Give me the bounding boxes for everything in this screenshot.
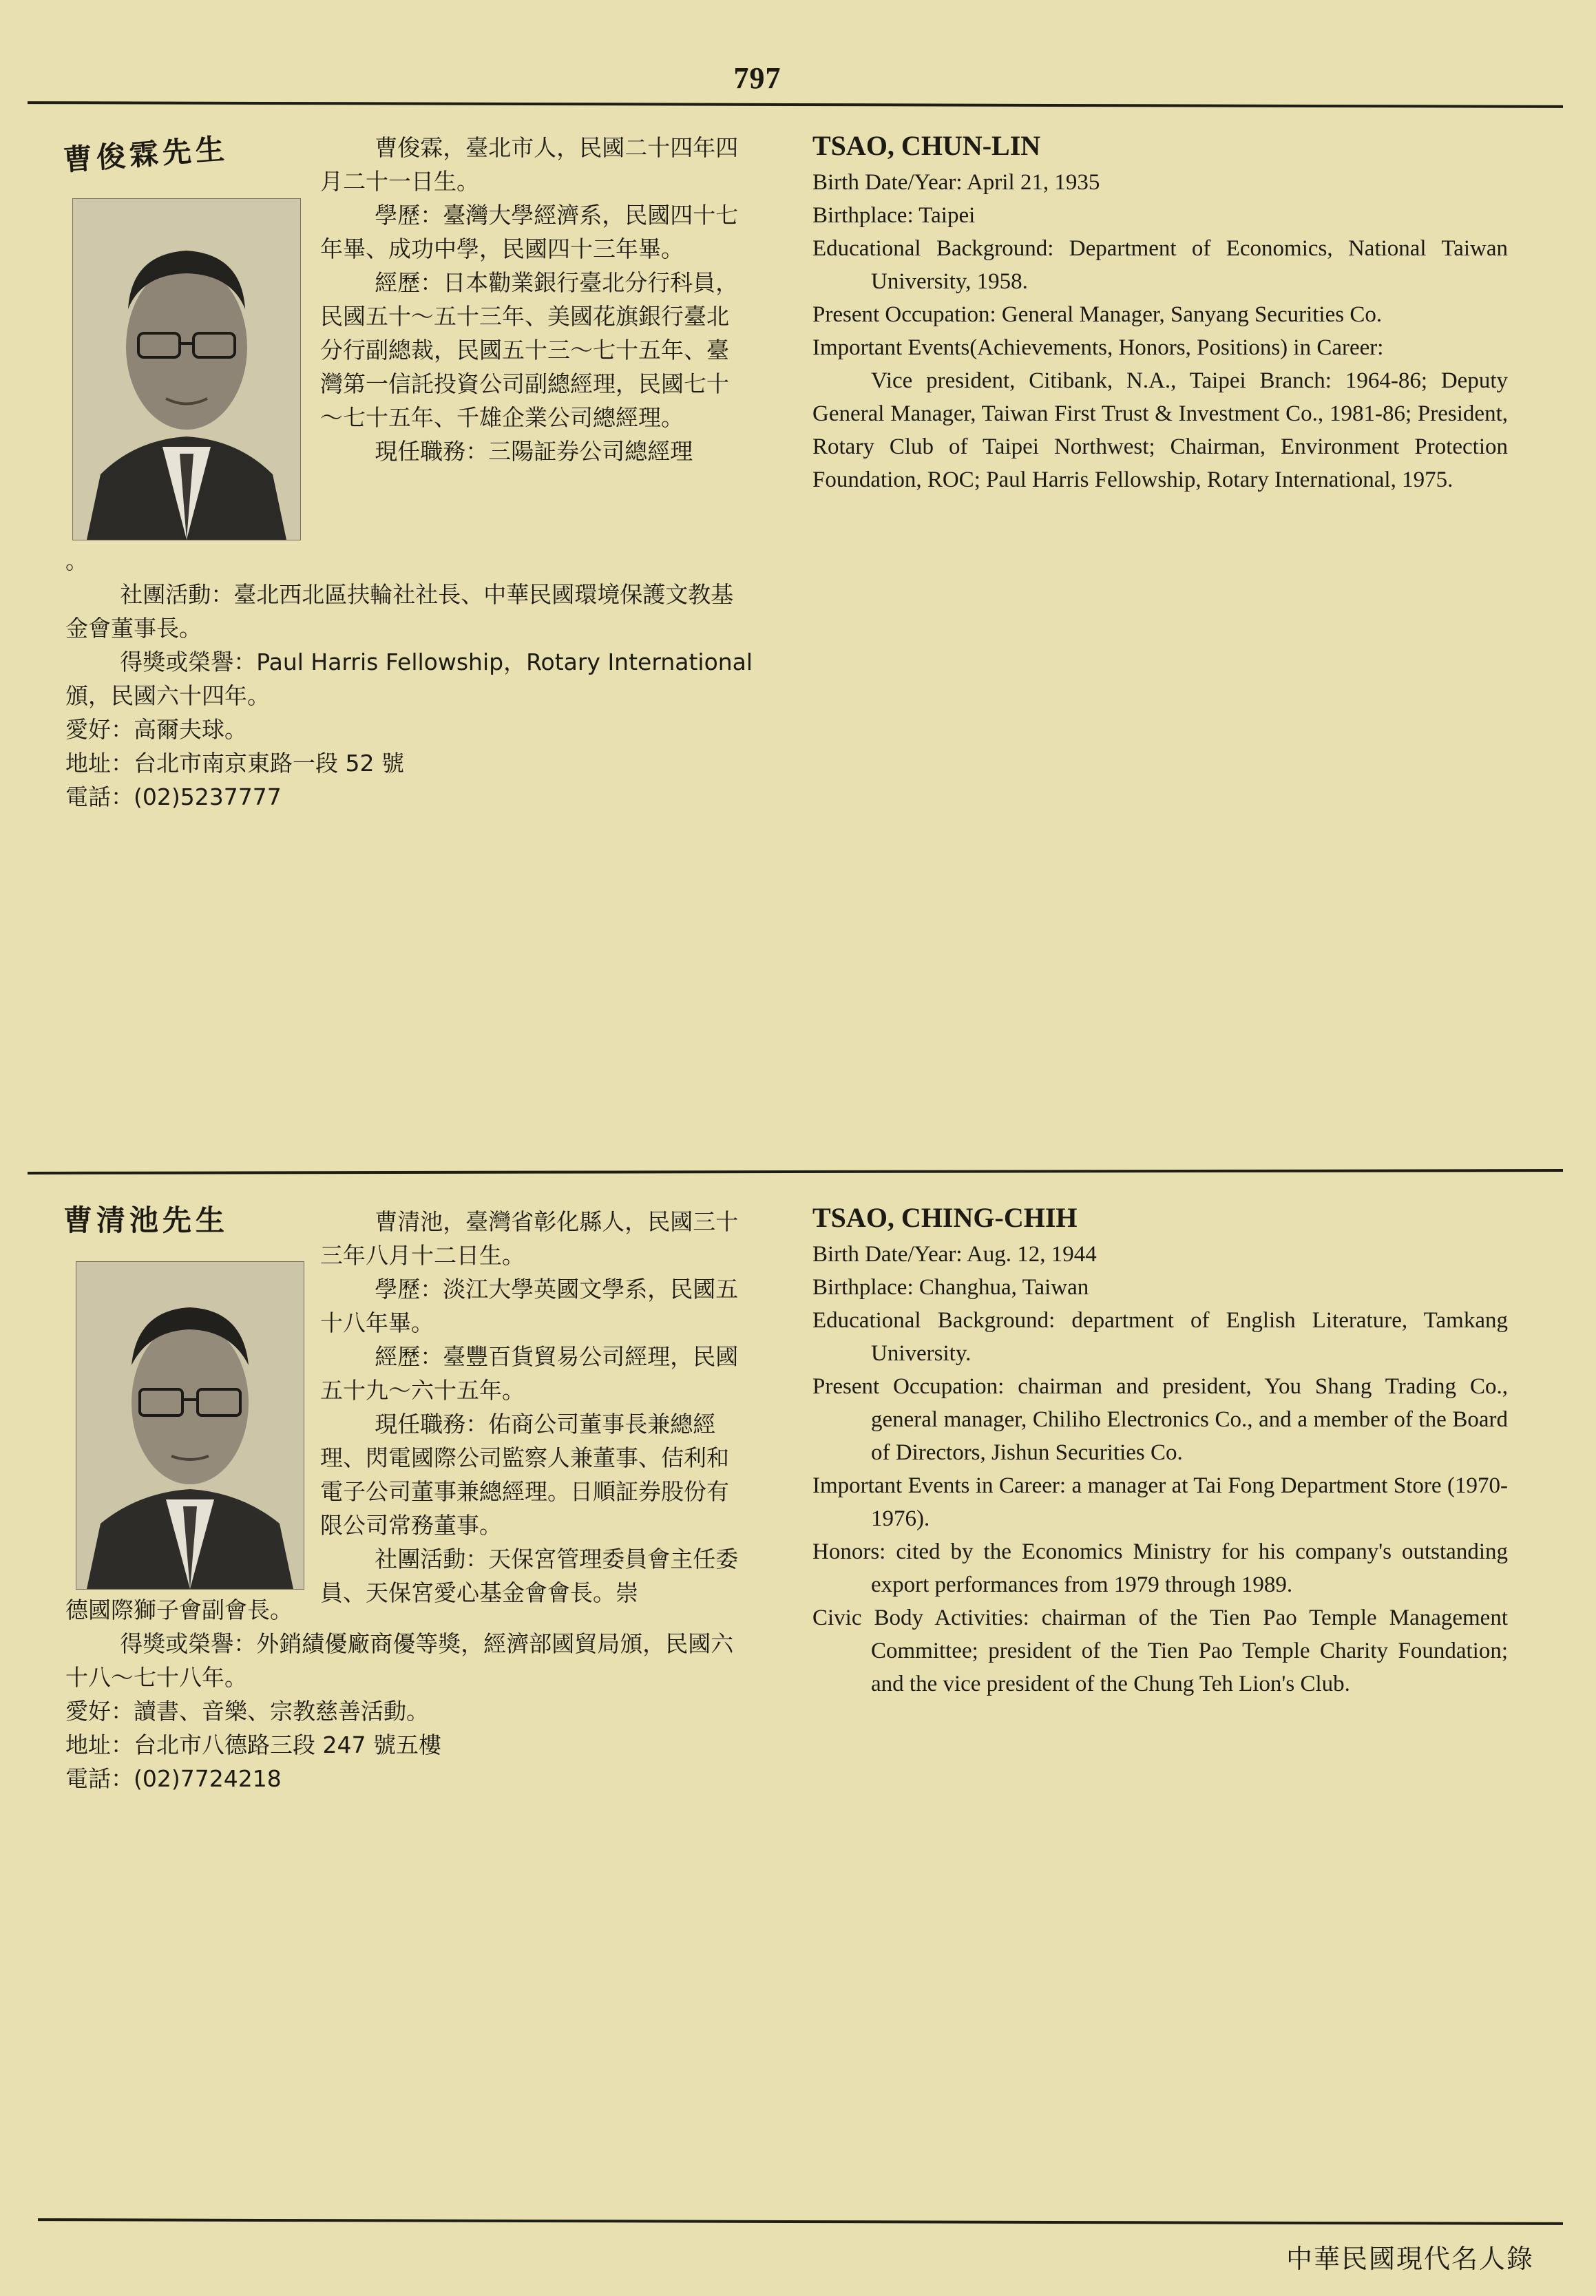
en-civic-activities: Civic Body Activities: chairman of the Tien Pao Temple Management Committee; president of the Tien Pao Temple Charity Foundation; and the vice president of the Chung Teh Lion's Club. [812, 1605, 1508, 1696]
zh-civic-activities: 社團活動：天保宮管理委員會主任委員、天保宮愛心基金會會長。崇 [320, 1546, 739, 1606]
zh-education: 學歷：淡江大學英國文學系，民國五十八年畢。 [320, 1276, 739, 1336]
zh-experience: 經歷：臺豐百貨貿易公司經理，民國五十九～六十五年。 [320, 1343, 739, 1404]
zh-current-position: 現任職務：三陽証券公司總經理 [375, 438, 693, 465]
en-birth-date: Birth Date/Year: Aug. 12, 1944 [812, 1242, 1097, 1267]
en-events-paragraph: Vice president, Citibank, N.A., Taipei Branch: 1964-86; Deputy General Manager, Taiwan First Trust & Investment Co., 1981-86; President, Rotary Club of Taipei Northwest; Chairman, Environment Protection Foundation, ROC; Paul Harris Fellowship, Rotary International, 1975. [812, 368, 1508, 492]
biography-entry-tsao-ching-chih [0, 1179, 1596, 2211]
zh-education: 學歷：臺灣大學經濟系，民國四十七年畢、成功中學，民國四十三年畢。 [320, 202, 739, 262]
en-honors: Honors: cited by the Economics Ministry for his company's outstanding export performances from 1979 through 1989. [812, 1539, 1508, 1597]
en-education: Educational Background: Department of Economics, National Taiwan University, 1958. [812, 236, 1508, 294]
middle-rule [28, 1169, 1563, 1175]
zh-civic-activities: 社團活動：臺北西北區扶輪社社長、中華民國環境保護文教基金會董事長。 [65, 581, 734, 642]
en-career-events: Important Events in Career: a manager at Tai Fong Department Store (1970-1976). [812, 1473, 1508, 1531]
chinese-name: 曹俊霖先生 [62, 131, 230, 177]
english-name: TSAO, CHUN-LIN [812, 130, 1041, 161]
chinese-biography-upper [320, 1205, 747, 1610]
en-occupation: Present Occupation: General Manager, Sanyang Securities Co. [812, 302, 1383, 327]
page-number: 797 [733, 61, 781, 95]
zh-phone: 電話：(02)5237777 [65, 783, 282, 810]
portrait-photo [76, 1261, 304, 1590]
chinese-name: 曹清池先生 [63, 1203, 229, 1237]
zh-address: 地址：台北市八德路三段 247 號五樓 [65, 1731, 441, 1758]
zh-continuation: 德國際獅子會副會長。 [65, 1597, 293, 1623]
portrait-photo [72, 198, 301, 540]
en-education: Educational Background: department of English Literature, Tamkang University. [812, 1308, 1508, 1366]
chinese-biography-lower [65, 544, 754, 814]
chinese-biography-lower [65, 1593, 754, 1795]
en-birthplace: Birthplace: Changhua, Taiwan [812, 1275, 1089, 1300]
zh-phone: 電話：(02)7724218 [65, 1765, 282, 1792]
book-title-footer: 中華民國現代名人錄 [1285, 2244, 1534, 2274]
zh-intro: 曹清池，臺灣省彰化縣人，民國三十三年八月十二日生。 [320, 1208, 739, 1269]
english-biography [812, 129, 1508, 496]
zh-hobbies: 愛好：讀書、音樂、宗教慈善活動。 [65, 1698, 429, 1725]
zh-current-position: 現任職務：佑商公司董事長兼總經理、閃電國際公司監察人兼董事、佶利和電子公司董事兼總經理。日順証券股份有限公司常務董事。 [320, 1411, 729, 1539]
chinese-biography-upper [320, 131, 747, 468]
zh-continuation: 。 [65, 547, 88, 574]
zh-experience: 經歷：日本勸業銀行臺北分行科員，民國五十～五十三年、美國花旗銀行臺北分行副總裁，民國五十三～七十五年、臺灣第一信託投資公司副總經理，民國七十～七十五年、千雄企業公司總經理。 [320, 269, 739, 431]
english-name: TSAO, CHING-CHIH [812, 1202, 1078, 1233]
biography-entry-tsao-chun-lin [0, 110, 1596, 1157]
zh-address: 地址：台北市南京東路一段 52 號 [65, 750, 404, 777]
en-occupation: Present Occupation: chairman and president, You Shang Trading Co., general manager, Chiliho Electronics Co., and a member of the Board of Directors, Jishun Securities Co. [812, 1374, 1508, 1465]
zh-intro: 曹俊霖，臺北市人，民國二十四年四月二十一日生。 [320, 134, 739, 195]
top-rule [28, 101, 1563, 108]
en-birthplace: Birthplace: Taipei [812, 203, 976, 228]
bottom-rule [38, 2218, 1563, 2225]
english-biography [812, 1201, 1508, 1700]
en-events-heading: Important Events(Achievements, Honors, Positions) in Career: [812, 335, 1384, 360]
zh-honors: 得獎或榮譽：外銷績優廠商優等獎，經濟部國貿局頒，民國六十八～七十八年。 [65, 1630, 734, 1691]
zh-honors: 得獎或榮譽：Paul Harris Fellowship，Rotary International頒，民國六十四年。 [65, 649, 753, 709]
zh-hobbies: 愛好：高爾夫球。 [65, 716, 247, 743]
en-birth-date: Birth Date/Year: April 21, 1935 [812, 170, 1100, 195]
